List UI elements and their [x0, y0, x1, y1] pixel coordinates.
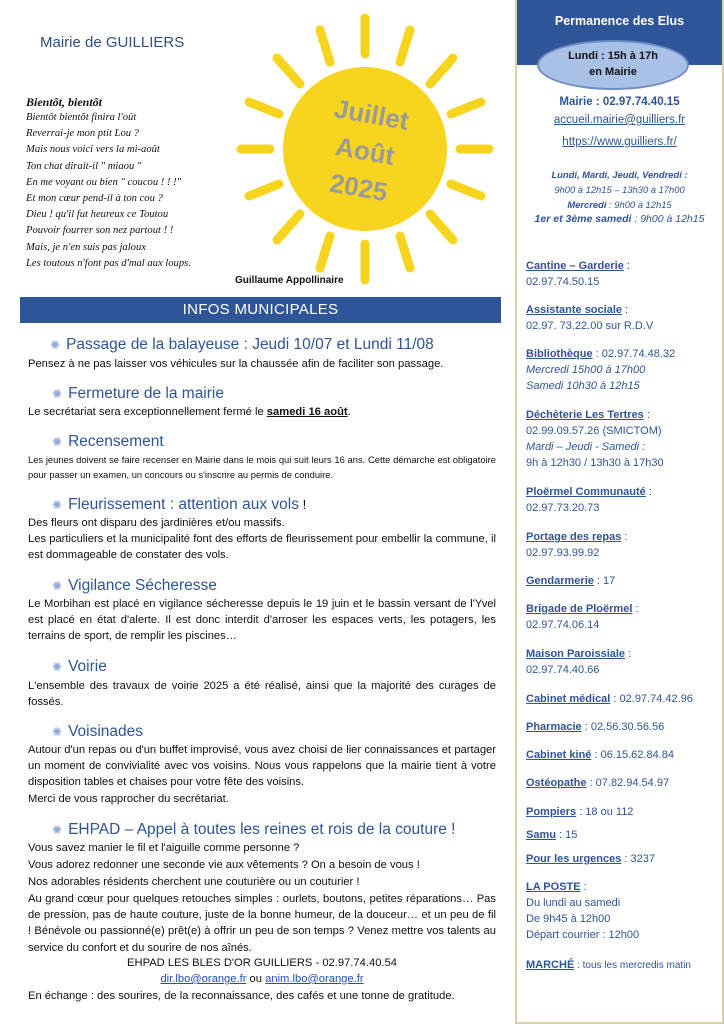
- contact-hours: Mercredi 15h00 à 17h00: [526, 364, 646, 376]
- contact-hours: Samedi 10h30 à 12h15: [526, 380, 640, 392]
- permanence-oval: [537, 40, 689, 90]
- contact-pharmacie: [526, 719, 721, 735]
- contact-phone: : 02.97.74.48.32: [592, 348, 676, 360]
- poem-line: En me voyant ou bien " coucou ! ! !": [26, 176, 182, 188]
- contact-label: Pompiers: [526, 806, 577, 818]
- section-recensement-text: Les jeunes doivent se faire recenser en Mairie dans le mois qui suit leurs 16 ans. Cette démarche est obligatoire pour passer un examen, un concours ou s'inscrire au permis de conduire.: [28, 454, 496, 480]
- contact-medical: [526, 691, 721, 707]
- contact-label: Gendarmerie: [526, 575, 594, 587]
- section-voirie-text: L'ensemble des travaux de voirie 2025 a été réalisé, ainsi que la majorité des curages de fossés.: [28, 680, 496, 709]
- contact-paroisse: Maison Paroissiale : 02.97.74.40.66: [526, 648, 632, 676]
- sun-line-year: 2025: [327, 167, 390, 208]
- section-fermeture-text: [28, 404, 496, 420]
- section-voisinades-text2: Merci de vous rapprocher du secrétariat.: [28, 793, 229, 805]
- poem-line: Reverrai-je mon ptit Lou ?: [26, 128, 139, 140]
- contact-phone: 02.97.73.20.73: [526, 502, 600, 514]
- ehpad-line5: En échange : des sourires, de la reconnaissance, des cafés et une tonne de gratitude.: [28, 990, 455, 1002]
- contact-label: Cabinet médical: [526, 693, 611, 705]
- section-secheresse-title: [52, 577, 217, 595]
- section-fleurissement-text2: Les particuliers et la municipalité font des efforts de fleurissement pour embellir la commune, il est dommageable de constater des vols.: [28, 533, 496, 562]
- section-title-text: Passage de la balayeuse : Jeudi 10/07 et Lundi 11/08: [66, 336, 434, 353]
- contact-phone: 02.97. 73.22.00 sur R.D.V: [526, 320, 654, 332]
- contact-hours: Départ courrier : 12h00: [526, 929, 640, 941]
- sidebar-title: Permanence des Elus: [554, 14, 685, 28]
- ehpad-line4: Au grand cœur pour quelques retouches simples : ourlets, boutons, petites réparations… Pas de pression, pas de haute couture, juste de la bonne humeur, de la douceur… et un peu de fil ! Bénévole ou passionné(e) prêt(e) à offrir un peu de son temps ? Venez mettre vos talents au service du confort et du sourire de nos aînés.: [28, 893, 496, 954]
- section-title-text: Fleurissement : attention aux vols: [68, 496, 299, 513]
- contact-samu: [526, 827, 721, 843]
- contact-phone: 02.97.93.99.92: [526, 547, 600, 559]
- sun-bullet-icon: ✺: [52, 498, 63, 512]
- infos-municipales-header: INFOS MUNICIPALES: [20, 297, 501, 323]
- section-fleurissement-text1: Des fleurs ont disparu des jardinières et/ou massifs.: [28, 517, 285, 529]
- sun-line-month1: Juillet: [331, 93, 412, 136]
- contact-phone: : 15: [555, 829, 578, 841]
- section-title-text: Fermeture de la mairie: [68, 385, 224, 402]
- contact-pompiers: [526, 804, 721, 820]
- sun-bullet-icon: ✺: [50, 338, 61, 352]
- contact-label: MARCHÉ: [526, 959, 575, 971]
- contact-poste: LA POSTE : Du lundi au samedi De 9h45 à 12h00 Départ courrier : 12h00: [526, 881, 640, 941]
- contact-osteo: [526, 775, 721, 791]
- sidebar: [515, 0, 724, 1024]
- contact-gendarmerie: [526, 573, 721, 589]
- section-voisinades-title: [52, 723, 143, 741]
- contact-label: Samu: [526, 829, 556, 841]
- permanence-place: en Mairie: [589, 66, 637, 78]
- poem-line: Pouvoir fourrer son nez partout ! !: [26, 225, 174, 237]
- contact-label: Bibliothèque: [526, 348, 593, 360]
- contact-phone: 02.97.74.06.14: [526, 619, 600, 631]
- sun-bullet-icon: ✺: [52, 579, 63, 593]
- contact-kine: [526, 747, 721, 763]
- contact-phone: : 02.97.74.42.96: [610, 693, 693, 705]
- ehpad-emails: [28, 971, 496, 987]
- sun-bullet-icon: ✺: [52, 725, 63, 739]
- contact-decheterie: Déchèterie Les Tertres : 02.99.09.57.26 (SMICTOM) Mardi – Jeudi - Samedi : 9h à 12h30 / 13h30 à 17h30: [526, 409, 664, 469]
- hours-saturday-label: 1er et 3ème samedi: [534, 213, 632, 225]
- section-balayeuse-title: [50, 336, 434, 354]
- hours-days: Lundi, Mardi, Jeudi, Vendredi :: [551, 169, 688, 180]
- mairie-phone: Mairie : 02.97.74.40.15: [559, 96, 680, 108]
- contact-label: Cantine – Garderie: [526, 260, 624, 272]
- contact-marche: [526, 957, 721, 974]
- section-title-text: EHPAD – Appel à toutes les reines et rois de la couture !: [68, 821, 456, 838]
- contact-phone: : 06.15.62.84.84: [591, 749, 674, 761]
- sun-date-text: [291, 86, 438, 218]
- sun-line-month2: Août: [333, 131, 397, 171]
- section-recensement-title: [52, 433, 164, 451]
- ehpad-line2: Vous adorez redonner une seconde vie aux vêtements ? On a besoin de vous !: [28, 859, 420, 871]
- fermeture-date: samedi 16 août: [266, 406, 348, 418]
- section-balayeuse-text: Pensez à ne pas laisser vos véhicules sur la chaussée afin de faciliter son passage.: [28, 358, 444, 370]
- mairie-email-row: [517, 114, 722, 126]
- hours-saturday: [517, 212, 722, 227]
- hours-wednesday: [517, 197, 722, 212]
- contact-phone: 02.99.09.57.26 (SMICTOM): [526, 425, 662, 437]
- section-voisinades-text1: Autour d'un repas ou d'un buffet improvisé, vous avez choisi de lier connaissances et partager un moment de convivialité avec vos voisins. Nous vous rappelons que la mairie tient à votre disposition tables et chaises pour votre fête des voisins.: [28, 744, 496, 789]
- contact-hours: Mardi – Jeudi - Samedi :: [526, 441, 646, 453]
- section-title-tail: !: [298, 497, 307, 512]
- contact-brigade: Brigade de Ploërmel : 02.97.74.06.14: [526, 603, 639, 631]
- opening-hours: [517, 167, 722, 227]
- fermeture-text: Le secrétariat sera exceptionnellement fermé le: [28, 406, 267, 418]
- poem-line: Bientôt bientôt finira l'oût: [26, 112, 137, 123]
- contact-label: Ostéopathe: [526, 777, 587, 789]
- poem-line: Dieu ! qu'il fut heureux ce Toutou: [26, 209, 169, 221]
- contact-hours: 9h à 12h30 / 13h30 à 17h30: [526, 457, 664, 469]
- hours-saturday-times: : 9h00 à 12h15: [631, 213, 705, 225]
- section-fleurissement-title: [52, 496, 306, 514]
- contact-assistante: Assistante sociale : 02.97. 73.22.00 sur R.D.V: [526, 304, 654, 332]
- contact-phone: : 07.82.94.54.97: [586, 777, 670, 789]
- contact-hours: De 9h45 à 12h00: [526, 913, 611, 925]
- poem: [26, 94, 276, 272]
- ehpad-line1: Vous savez manier le fil et l'aiguille comme personne ?: [28, 842, 300, 854]
- contact-label: Assistante sociale: [526, 304, 622, 316]
- hours-times: 9h00 à 12h15 – 13h30 à 17h00: [554, 184, 685, 195]
- contact-phone: : 02.56.30.56.56: [581, 721, 665, 733]
- section-title-text: Voirie: [68, 658, 107, 675]
- section-voirie-title: [52, 658, 107, 676]
- sun-bullet-icon: ✺: [52, 660, 63, 674]
- sun-bullet-icon: ✺: [52, 387, 63, 401]
- mairie-title: Mairie de GUILLIERS: [40, 34, 185, 51]
- permanence-hours: Lundi : 15h à 17h: [568, 50, 658, 62]
- ehpad-contact: EHPAD LES BLES D'OR GUILLIERS - 02.97.74.40.54: [127, 957, 397, 969]
- hours-wednesday-times: : 9h00 à 12h15: [606, 199, 672, 210]
- contact-label: Maison Paroissiale: [526, 648, 626, 660]
- contact-label: Pharmacie: [526, 721, 582, 733]
- poem-line: Les toutous n'font pas d'mal aux loups.: [26, 257, 191, 269]
- section-title-text: Voisinades: [68, 723, 144, 740]
- ehpad-line3: Nos adorables résidents cherchent une couturière ou un couturier !: [28, 876, 360, 888]
- poem-title: Bientôt, bientôt: [26, 95, 103, 109]
- contact-hours: : tous les mercredis matin: [574, 960, 691, 971]
- contact-bibliotheque: [526, 346, 721, 394]
- poem-line: Ton chat dirait-il " miaou ": [26, 160, 142, 172]
- contact-cantine: Cantine – Garderie : 02.97.74.50.15: [526, 260, 630, 288]
- contact-label: Brigade de Ploërmel: [526, 603, 633, 615]
- section-ehpad-title: [52, 821, 456, 839]
- mairie-email-link[interactable]: accueil.mairie@guilliers.fr: [553, 114, 686, 126]
- section-fermeture-title: [52, 385, 224, 403]
- sun-bullet-icon: ✺: [52, 823, 63, 837]
- contact-label: Cabinet kiné: [526, 749, 592, 761]
- contact-label: LA POSTE: [526, 881, 581, 893]
- contact-label: Pour les urgences: [526, 853, 622, 865]
- contact-ploermel: Ploërmel Communauté : 02.97.73.20.73: [526, 486, 652, 514]
- contact-label: Déchèterie Les Tertres: [526, 409, 644, 421]
- contact-hours: Du lundi au samedi: [526, 897, 621, 909]
- contact-label: Portage des repas: [526, 531, 622, 543]
- mairie-website-link[interactable]: https://www.guilliers.fr/: [562, 136, 677, 148]
- poem-line: Mais, je n'en suis pas jaloux: [26, 241, 146, 253]
- contact-phone: : 18 ou 112: [576, 806, 634, 818]
- poem-line: Et mon cœur pend-il à ton cou ?: [26, 193, 163, 205]
- contact-phone: : 3237: [621, 853, 656, 865]
- sun-bullet-icon: ✺: [52, 435, 63, 449]
- contact-label: Ploërmel Communauté: [526, 486, 646, 498]
- contact-phone: : 17: [593, 575, 616, 587]
- poem-line: Mais nous voici vers la mi-août: [26, 144, 160, 156]
- section-title-text: Vigilance Sécheresse: [68, 577, 217, 594]
- contact-repas: Portage des repas : 02.97.93.99.92: [526, 531, 628, 559]
- ehpad-email-anim-link[interactable]: anim.lbo@orange.fr: [265, 973, 364, 985]
- hours-wednesday-label: Mercredi: [567, 199, 607, 210]
- section-title-text: Recensement: [68, 433, 164, 450]
- ehpad-email-dir-link[interactable]: dir.lbo@orange.fr: [160, 973, 247, 985]
- ehpad-email-separator: ou: [246, 973, 266, 985]
- contact-urgences: [526, 851, 721, 867]
- section-secheresse-text: Le Morbihan est placé en vigilance sécheresse depuis le 19 juin et le bassin versant de l'Yvel est placé en état d'alerte. Il est donc interdit d'arroser les espaces verts, les potagers, les terrains de sport, de remplir les piscines…: [28, 598, 496, 643]
- mairie-website-row: [517, 136, 722, 148]
- poem-author: Guillaume Appollinaire: [235, 275, 344, 286]
- contact-phone: 02.97.74.40.66: [526, 664, 600, 676]
- fermeture-end: .: [347, 406, 351, 418]
- contact-phone: 02.97.74.50.15: [526, 276, 600, 288]
